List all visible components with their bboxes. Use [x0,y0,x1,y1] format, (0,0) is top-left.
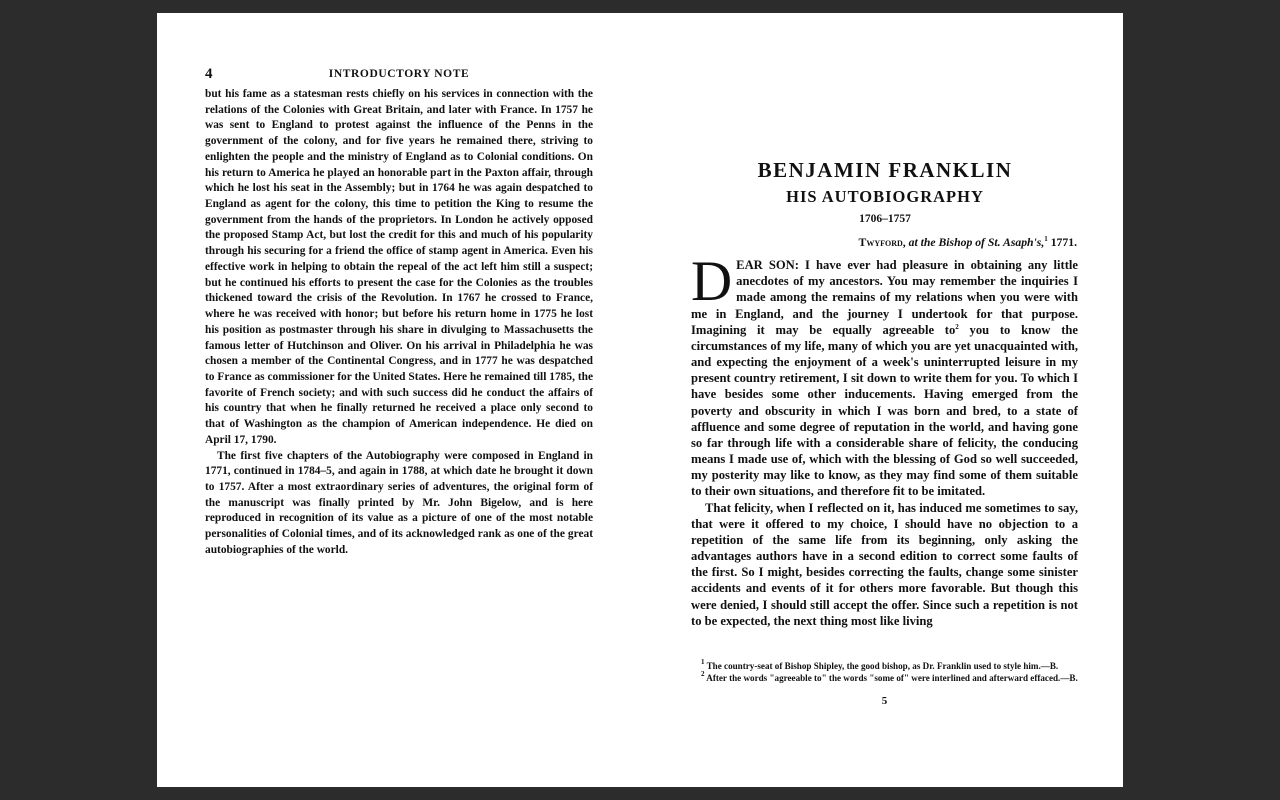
letter-dateline [700,236,1077,249]
book-title: BENJAMIN FRANKLIN [757,158,1013,182]
dateline-year: 1771. [1050,236,1077,249]
right-page-body [691,250,1078,629]
footnote [691,658,1078,673]
footnote-ref: 2 [955,322,959,331]
footnote-mark: 1 [701,658,705,666]
drop-cap: D [691,250,733,313]
paragraph: The first five chapters of the Autobiography were composed in England in 1771, continued in 1784–5, and again in 1788, at which date he brought it down to 1757. After a most extraordinary series of adventures, the original form of the manuscript was finally printed by Mr. John Bigelow, and is here reproduced in recognition of its value as a picture of one of the most notable personalities of Colonial times, and of its acknowledged rank as one of the great autobiographies of the world. [205,449,593,556]
paragraph-text: EAR SON: I have ever had pleasure in obtaining any little anecdotes of my ancestors. You may remember the inquiries I made among the remains of my relations when you were with me in England, and the journey I undertook for that purpose. Imagining it may be equally agreeable to [691,258,1078,337]
book-subtitle: HIS AUTOBIOGRAPHY [786,187,984,206]
footnote-mark: 2 [701,669,705,678]
paragraph: That felicity, when I reflected on it, has induced me sometimes to say, that were it offered to my choice, I should have no objection to a repetition of the same life from its beginning, only asking the advantages authors have in a second edition to correct some faults of the first. So I might, besides correcting the faults, change some sinister accidents and events of it for others more favorable. But though this were denied, I should still accept the offer. Since such a repetition is not to be expected, the next thing most like living [691,500,1078,628]
running-head-title: INTRODUCTORY NOTE [328,68,470,80]
dateline-text: at the Bishop of St. Asaph's, [908,236,1045,249]
page-number: 4 [205,66,213,82]
footnotes [691,658,1078,684]
footnote-text: After the words "agreeable to" the words "some of" were interlined and afterward effaced.—B. [704,672,1078,683]
footnote [691,669,1078,685]
left-page-body [205,87,593,559]
book-spread [157,13,1123,787]
dateline-place: Twyford, [858,236,906,249]
paragraph: but his fame as a statesman rests chiefly on his services in connection with the relations of the Colonies with Great Britain, and later with France. In 1757 he was sent to England to protest against the influence of the Penns in the government of the colony, and for five years he remained there, striving to enlighten the people and the ministry of England as to Colonial conditions. On his return to America he played an honorable part in the Paxton affair, through which he lost his seat in the Assembly; but in 1764 he was again despatched to England as agent for the colony, this time to petition the King to resume the government from the hands of the proprietors. In London he actively opposed the proposed Stamp Act, but lost the credit for this and much of his popularity through his securing for a friend the office of stamp agent in America. Even his effective work in helping to obtain the repeal of the act left him still a suspect; but he continued his efforts to present the case for the Colonies as the troubles thickened toward the crisis of the Revolution. In 1767 he crossed to France, where he was received with honor; but before his return home in 1775 he lost his position as postmaster through his share in divulging to Massachusetts the famous letter of Hutchinson and Oliver. On his arrival in Philadelphia he was chosen a member of the Continental Congress, and in 1777 he was despatched to France as commissioner for the United States. Here he remained till 1785, the favorite of French society; and with such success did he conduct the affairs of his country that when he finally returned he received a place only second to that of Washington as the champion of American independence. He died on April 17, 1790. [205,88,593,446]
page-number: 5 [881,695,888,707]
right-page [640,13,1123,787]
footnote-text: The country-seat of Bishop Shipley, the good bishop, as Dr. Franklin used to style him.—B. [704,661,1059,671]
running-head [205,67,593,83]
left-page [157,13,640,787]
paragraph [691,250,1078,500]
footnote-ref: 1 [1044,235,1048,243]
paragraph-text: you to know the circumstances of my life, many of which you are yet unacquainted with, and expecting the enjoyment of a week's uninterrupted leisure in my present country retirement, I sit down to write them for you. To which I have besides some other inducements. Having emerged from the poverty and obscurity in which I was born and bred, to a state of affluence and some degree of reputation in the world, and having gone so far through life with a considerable share of felicity, the conducing means I made use of, which with the blessing of God so well succeeded, my posterity may like to know, as they may find some of them suitable to their own situations, and therefore fit to be imitated. [691,322,1078,499]
book-dates: 1706–1757 [859,213,911,225]
